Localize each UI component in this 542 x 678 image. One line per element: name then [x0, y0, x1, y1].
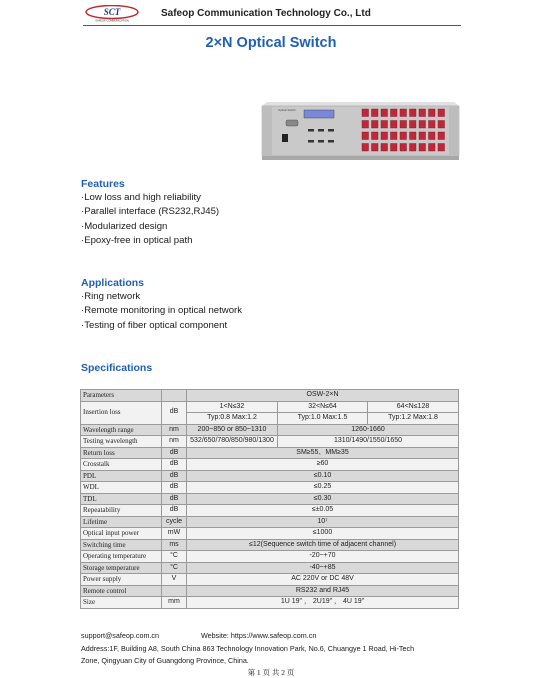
spec-param: WDL: [81, 482, 162, 494]
spec-row: [81, 436, 459, 448]
spec-unit: ms: [162, 539, 187, 551]
spec-range: 32<N≤64: [278, 401, 368, 413]
lcd-display: [304, 110, 334, 118]
spec-param: Repeatability: [81, 505, 162, 517]
spec-row: [81, 505, 459, 517]
fiber-connector: [429, 121, 436, 129]
spec-param: Return loss: [81, 447, 162, 459]
spec-param: Testing wavelength: [81, 436, 162, 448]
spec-value: ≥60: [187, 459, 459, 471]
fiber-connector: [381, 132, 388, 140]
application-item: ·Remote monitoring in optical network: [81, 305, 243, 317]
spec-value: ≤12(Sequence switch time of adjacent channel): [187, 539, 459, 551]
spec-unit: nm: [162, 424, 187, 436]
spec-param: Remote control: [81, 585, 162, 597]
spec-row: [81, 493, 459, 505]
fiber-connector: [391, 144, 398, 152]
spec-unit: [162, 585, 187, 597]
spec-row: [81, 551, 459, 563]
fiber-connector: [429, 109, 436, 117]
page-title: 2×N Optical Switch: [205, 35, 337, 51]
spec-param: Power supply: [81, 574, 162, 586]
spec-header-row: [81, 390, 459, 402]
footer-address-line1: Address:1F, Building A8, South China 863 Technology Innovation Park, No.6, Chuangye 1 Road, Hi-Tech: [81, 644, 415, 653]
fiber-connector: [381, 121, 388, 129]
applications-heading: Applications: [81, 277, 145, 289]
spec-row: [81, 482, 459, 494]
fiber-connector: [410, 121, 417, 129]
fiber-connector: [419, 109, 426, 117]
spec-unit: °C: [162, 551, 187, 563]
applications-list: [81, 290, 242, 333]
fiber-connector: [438, 121, 445, 129]
spec-value: ≤0.30: [187, 493, 459, 505]
header-divider: [83, 25, 461, 26]
spec-param: Storage temperature: [81, 562, 162, 574]
fiber-connector: [362, 109, 369, 117]
spec-value: 200~850 or 850~1310: [187, 424, 278, 436]
footer-email[interactable]: support@safeop.com.cn: [81, 631, 160, 640]
fiber-connector: [381, 144, 388, 152]
spec-unit: V: [162, 574, 187, 586]
spec-row: [81, 539, 459, 551]
spec-unit: dB: [162, 459, 187, 471]
footer-contact: [81, 631, 316, 640]
spec-row: [81, 470, 459, 482]
spec-value: AC 220V or DC 48V: [187, 574, 459, 586]
spec-param: Crosstalk: [81, 459, 162, 471]
spec-value: ≤1000: [187, 528, 459, 540]
spec-value: 1U 19" ， 2U19" ， 4U 19": [187, 597, 459, 609]
fiber-connector: [438, 132, 445, 140]
spec-value: RS232 and RJ45: [187, 585, 459, 597]
spec-unit: dB: [162, 493, 187, 505]
fiber-connector: [391, 132, 398, 140]
footer-website[interactable]: Website: https://www.safeop.com.cn: [201, 631, 317, 640]
spec-param: Insertion loss: [81, 401, 162, 424]
fiber-connector: [362, 132, 369, 140]
fiber-connector: [372, 144, 379, 152]
spec-value: ≤±0.05: [187, 505, 459, 517]
spec-row: [81, 401, 459, 413]
spec-range: 64<N≤128: [368, 401, 459, 413]
spec-row: [81, 459, 459, 471]
application-item: ·Ring network: [81, 291, 141, 302]
fiber-connector: [410, 144, 417, 152]
feature-item: ·Epoxy-free in optical path: [81, 234, 193, 246]
fiber-connector: [410, 132, 417, 140]
fiber-connector: [429, 132, 436, 140]
spec-param: Optical input power: [81, 528, 162, 540]
device-panel-label: Optical Switch: [278, 108, 296, 112]
spec-unit: nm: [162, 436, 187, 448]
spec-unit: dB: [162, 505, 187, 517]
specifications-table: [80, 389, 459, 609]
spec-typ: Typ:1.2 Max:1.8: [368, 413, 459, 425]
fiber-connector: [372, 132, 379, 140]
spec-value: 10⁷: [187, 516, 459, 528]
fiber-connector: [400, 109, 407, 117]
spec-unit: dB: [162, 482, 187, 494]
spec-value: -20~+70: [187, 551, 459, 563]
spec-value: 532/650/780/850/980/1300: [187, 436, 278, 448]
model-header: OSW-2×N: [187, 390, 459, 402]
param-header: Parameters: [81, 390, 162, 402]
feature-item: ·Modularized design: [81, 220, 168, 232]
fiber-connector: [438, 109, 445, 117]
spec-value: ≤0.25: [187, 482, 459, 494]
features-heading: Features: [81, 178, 125, 190]
fiber-connector: [410, 109, 417, 117]
spec-value: ≤0.10: [187, 470, 459, 482]
spec-unit: dB: [162, 401, 187, 424]
fiber-connector: [419, 144, 426, 152]
company-name: Safeop Communication Technology Co., Ltd: [161, 8, 371, 19]
fiber-connector: [372, 109, 379, 117]
fiber-connector: [400, 144, 407, 152]
spec-row: [81, 585, 459, 597]
spec-typ: Typ:0.8 Max:1.2: [187, 413, 278, 425]
serial-port: [286, 120, 298, 126]
spec-unit: mW: [162, 528, 187, 540]
fiber-connector: [400, 121, 407, 129]
spec-value: 1260-1660: [278, 424, 459, 436]
spec-value: SM≥55、MM≥35: [187, 447, 459, 459]
spec-row: [81, 424, 459, 436]
spec-row: [81, 562, 459, 574]
feature-item: ·Parallel interface (RS232,RJ45): [81, 206, 220, 218]
sct-logo: [83, 5, 141, 22]
page-number: 第 1 页 共 2 页: [247, 668, 295, 677]
spec-param: Size: [81, 597, 162, 609]
fiber-connector: [419, 132, 426, 140]
power-switch: [282, 134, 288, 142]
application-item: ·Testing of fiber optical component: [81, 319, 228, 331]
spec-row: [81, 528, 459, 540]
fiber-connector: [381, 109, 388, 117]
footer-address-line2: Zone, Qingyuan City of Guangdong Province, China.: [81, 656, 249, 665]
spec-unit: °C: [162, 562, 187, 574]
spec-value: -40~+85: [187, 562, 459, 574]
fiber-connector: [391, 109, 398, 117]
spec-param: TDL: [81, 493, 162, 505]
logo-subtext: SAFEOP COMMUNICATION: [95, 19, 129, 22]
specifications-heading: Specifications: [81, 362, 153, 374]
spec-unit: cycle: [162, 516, 187, 528]
spec-param: Operating temperature: [81, 551, 162, 563]
features-list: [81, 191, 219, 248]
spec-row: [81, 516, 459, 528]
spec-unit: dB: [162, 447, 187, 459]
spec-param: Switching time: [81, 539, 162, 551]
fiber-connector: [362, 144, 369, 152]
spec-param: Wavelength range: [81, 424, 162, 436]
device-photo: [258, 100, 463, 162]
fiber-connector: [362, 121, 369, 129]
spec-typ: Typ:1.0 Max:1.5: [278, 413, 368, 425]
fiber-connector: [391, 121, 398, 129]
spec-param: PDL: [81, 470, 162, 482]
spec-param: Lifetime: [81, 516, 162, 528]
fiber-connector: [400, 132, 407, 140]
spec-value: 1310/1490/1550/1650: [278, 436, 459, 448]
logo-text: SCT: [103, 7, 121, 17]
fiber-connector: [438, 144, 445, 152]
spec-unit: mm: [162, 597, 187, 609]
spec-row: [81, 447, 459, 459]
spec-row: [81, 597, 459, 609]
page-header: [0, 0, 542, 30]
spec-row: [81, 574, 459, 586]
fiber-connector: [429, 144, 436, 152]
spec-unit: dB: [162, 470, 187, 482]
fiber-connector: [372, 121, 379, 129]
feature-item: ·Low loss and high reliability: [81, 192, 201, 203]
spec-range: 1<N≤32: [187, 401, 278, 413]
fiber-connector: [419, 121, 426, 129]
